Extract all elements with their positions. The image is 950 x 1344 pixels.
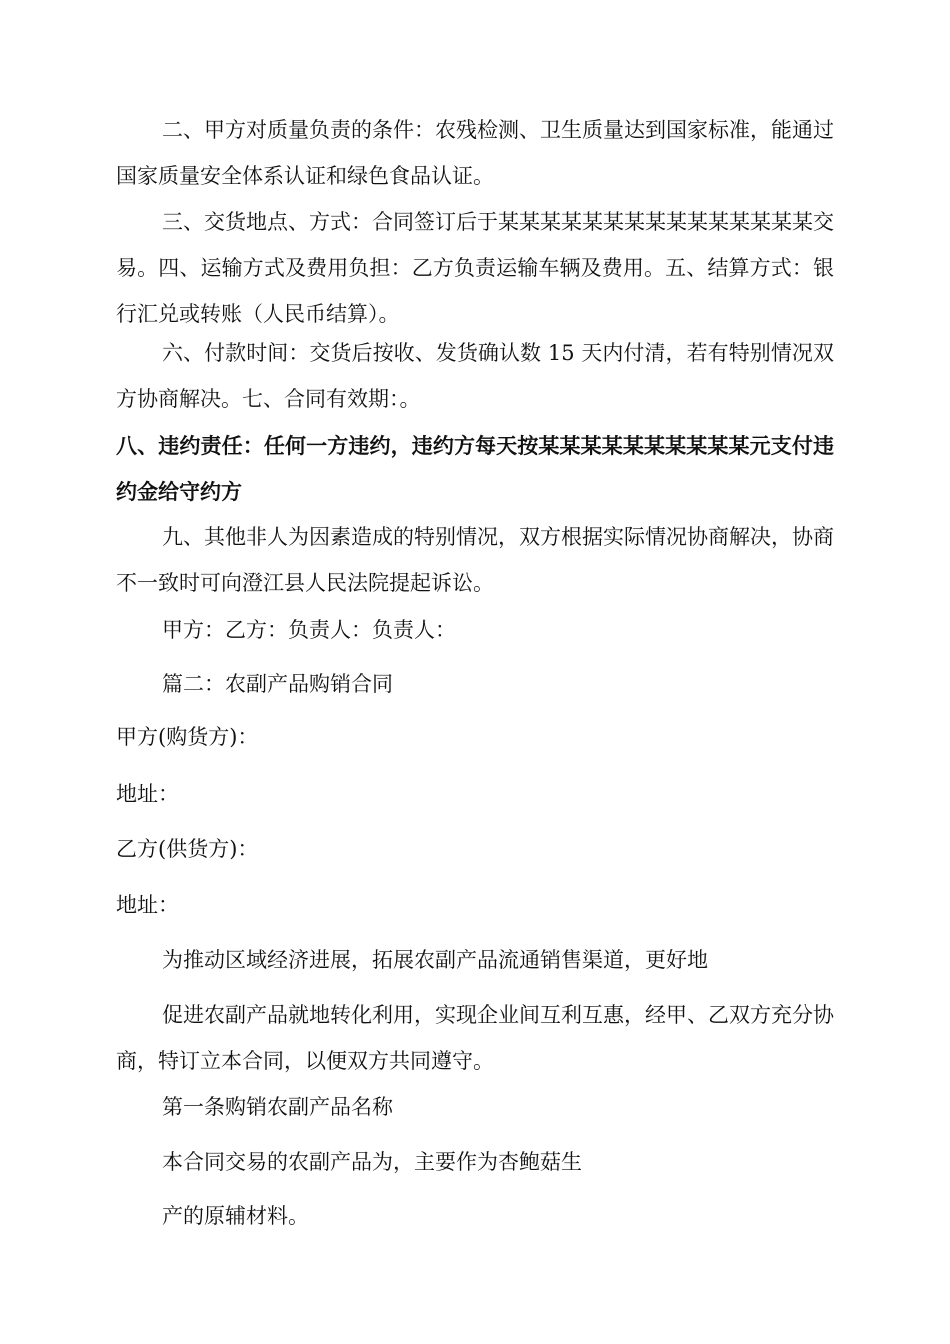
- paragraph-delivery-transport-settlement: 三、交货地点、方式：合同签订后于某某某某某某某某某某某某某某某交易。四、运输方式及费用负担：乙方负责运输车辆及费用。五、结算方式：银行汇兑或转账（人民币结算）。: [116, 210, 834, 326]
- paragraph-purpose-line-2: 促进农副产品就地转化利用，实现企业间互利互惠，经甲、乙双方充分协商，特订立本合同，以便双方共同遵守。: [116, 1003, 834, 1073]
- paragraph-signatures: 甲方：乙方：负责人：负责人：: [162, 618, 456, 642]
- paragraph-party-b: 乙方(供货方)：: [116, 837, 259, 861]
- paragraph-dispute-resolution: 九、其他非人为因素造成的特别情况，双方根据实际情况协商解决，协商不一致时可向澄江县人民法院提起诉讼。: [116, 525, 834, 595]
- paragraph-party-a: 甲方(购货方)：: [116, 725, 259, 749]
- paragraph-party-a-address: 地址：: [116, 782, 179, 806]
- paragraph-product-usage: 产的原辅材料。: [162, 1204, 309, 1228]
- paragraph-payment-time: 六、付款时间：交货后按收、发货确认数 15 天内付清，若有特别情况双方协商解决。七、合同有效期：。: [116, 341, 834, 411]
- paragraph-product-description: 本合同交易的农副产品为，主要作为杏鲍菇生: [162, 1150, 582, 1174]
- paragraph-party-b-address: 地址：: [116, 893, 179, 917]
- paragraph-quality-conditions: 二、甲方对质量负责的条件：农残检测、卫生质量达到国家标准，能通过国家质量安全体系认证和绿色食品认证。: [116, 118, 834, 188]
- paragraph-purpose-line-1: 为推动区域经济进展，拓展农副产品流通销售渠道，更好地: [162, 948, 708, 972]
- article-one-heading: 第一条购销农副产品名称: [162, 1095, 393, 1119]
- section-heading-part-two: 篇二：农副产品购销合同: [162, 672, 393, 696]
- paragraph-breach-liability: 八、违约责任：任何一方违约，违约方每天按某某某某某某某某某某元支付违约金给守约方: [116, 434, 834, 504]
